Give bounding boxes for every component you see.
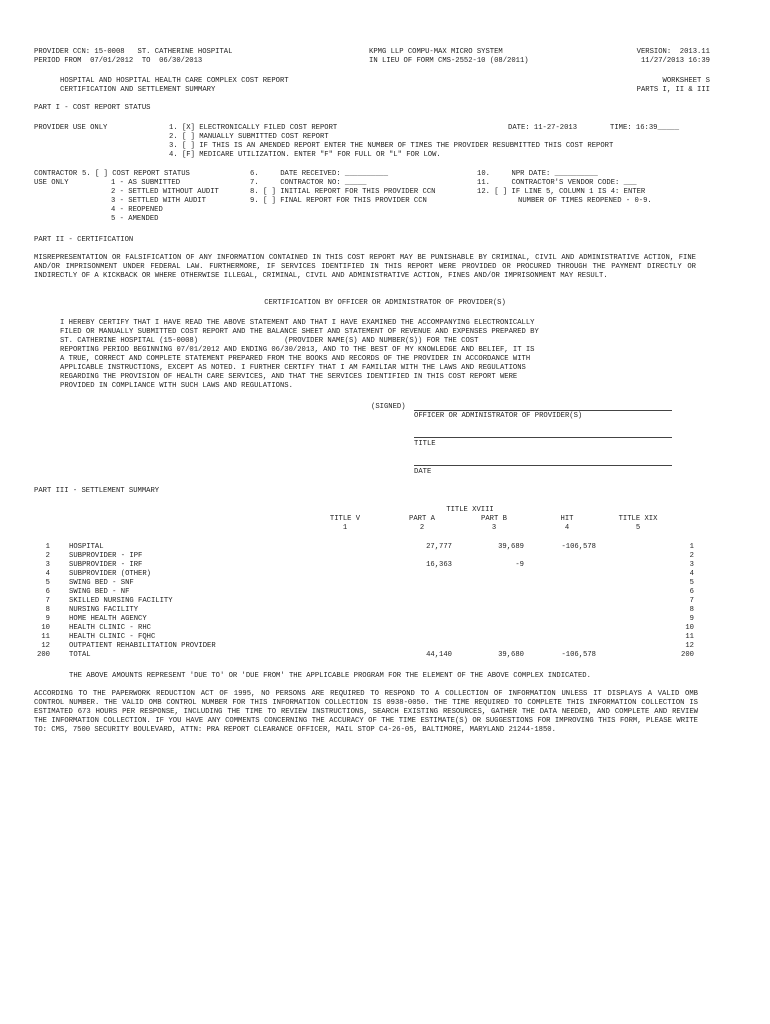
status-line4: 4. [F] MEDICARE UTILIZATION. ENTER "F" FOR FULL OR "L" FOR LOW. xyxy=(169,151,441,159)
col-num: 1 xyxy=(342,524,348,532)
row-part-a: 16,363 xyxy=(426,561,452,569)
row-line-number: 5 xyxy=(45,579,50,587)
provider-use-only: PROVIDER USE ONLY xyxy=(34,124,108,132)
report-title: HOSPITAL AND HOSPITAL HEALTH CARE COMPLEX COST REPORT xyxy=(60,77,289,85)
row-label: TOTAL xyxy=(69,651,91,659)
row-line-number: 8 xyxy=(45,606,50,614)
status-option5: 5 - AMENDED xyxy=(111,215,159,223)
row-line-number-right: 2 xyxy=(689,552,694,560)
contractor-item9: 9. [ ] FINAL REPORT FOR THIS PROVIDER CCN xyxy=(250,197,427,205)
title-xviii-header: TITLE XVIII xyxy=(446,506,494,514)
contractor-item12b: NUMBER OF TIMES REOPENED - 0-9. xyxy=(518,197,652,205)
status-option4: 4 - REOPENED xyxy=(111,206,163,214)
cert-line: APPLICABLE INSTRUCTIONS, EXCEPT AS NOTED. I FURTHER CERTIFY THAT I AM FAMILIAR WITH THE LAWS AND REGULATIONS xyxy=(60,364,526,372)
cert-line: REGARDING THE PROVISION OF HEALTH CARE SERVICES, AND THAT THE SERVICES IDENTIFIED IN THIS COST REPORT WERE xyxy=(60,373,518,381)
contractor-item6: 6. DATE RECEIVED: __________ xyxy=(250,170,389,178)
row-line-number-right: 12 xyxy=(685,642,694,650)
row-line-number-right: 9 xyxy=(689,615,694,623)
row-line-number: 4 xyxy=(45,570,50,578)
col-num: 5 xyxy=(635,524,641,532)
row-line-number-right: 200 xyxy=(681,651,694,659)
date-line xyxy=(414,465,672,466)
row-line-number-right: 1 xyxy=(689,543,694,551)
signature-line xyxy=(414,410,672,411)
status-line2: 2. [ ] MANUALLY SUBMITTED COST REPORT xyxy=(169,133,329,141)
row-line-number: 12 xyxy=(41,642,50,650)
worksheet-label: WORKSHEET S xyxy=(662,77,710,85)
row-line-number: 10 xyxy=(41,624,50,632)
form-number: IN LIEU OF FORM CMS-2552-10 (08/2011) xyxy=(369,57,529,65)
amounts-note: THE ABOVE AMOUNTS REPRESENT 'DUE TO' OR 'DUE FROM' THE APPLICABLE PROGRAM FOR THE ELEMENT OF THE ABOVE COMPLEX INDICATED. xyxy=(69,672,591,680)
worksheet-parts: PARTS I, II & III xyxy=(636,86,710,94)
status-line3: 3. [ ] IF THIS IS AN AMENDED REPORT ENTER THE NUMBER OF TIMES THE PROVIDER RESUBMITTED THIS COST REPORT xyxy=(169,142,614,150)
col-title-xix: TITLE XIX xyxy=(618,515,658,523)
row-line-number-right: 3 xyxy=(689,561,694,569)
col-num: 2 xyxy=(419,524,425,532)
provider-ccn: PROVIDER CCN: 15-0008 ST. CATHERINE HOSPITAL xyxy=(34,48,233,56)
row-label: HEALTH CLINIC - RHC xyxy=(69,624,151,632)
reporting-period: PERIOD FROM 07/01/2012 TO 06/30/2013 xyxy=(34,57,203,65)
contractor-item11: 11. CONTRACTOR'S VENDOR CODE: ___ xyxy=(477,179,637,187)
row-part-a: 27,777 xyxy=(426,543,452,551)
row-hit: -106,578 xyxy=(561,543,596,551)
use-only-label: USE ONLY xyxy=(34,179,69,187)
row-line-number-right: 5 xyxy=(689,579,694,587)
contractor-item7: 7. CONTRACTOR NO: _____ xyxy=(250,179,367,187)
status-time: TIME: 16:39_____ xyxy=(610,124,680,132)
row-line-number: 200 xyxy=(37,651,50,659)
date-label: DATE xyxy=(414,468,432,476)
row-line-number: 11 xyxy=(41,633,50,641)
row-line-number: 6 xyxy=(45,588,50,596)
contractor-item5: 5. [ ] COST REPORT STATUS xyxy=(82,170,190,178)
row-label: HOME HEALTH AGENCY xyxy=(69,615,147,623)
row-line-number: 9 xyxy=(45,615,50,623)
row-line-number: 3 xyxy=(45,561,50,569)
report-datetime: 11/27/2013 16:39 xyxy=(640,57,710,65)
contractor-label: CONTRACTOR xyxy=(34,170,78,178)
status-line1: 1. [X] ELECTRONICALLY FILED COST REPORT xyxy=(169,124,338,132)
row-part-b: -9 xyxy=(515,561,524,569)
row-line-number-right: 4 xyxy=(689,570,694,578)
cert-line: FILED OR MANUALLY SUBMITTED COST REPORT AND THE BALANCE SHEET AND STATEMENT OF REVENUE AND EXPENSES PREPARED BY xyxy=(60,328,539,336)
status-option3: 3 - SETTLED WITH AUDIT xyxy=(111,197,206,205)
row-label: SUBPROVIDER (OTHER) xyxy=(69,570,151,578)
cert-line: REPORTING PERIOD BEGINNING 07/01/2012 AND ENDING 06/30/2013, AND TO THE BEST OF MY KNOWLEDGE AND BELIEF, IT IS xyxy=(60,346,535,354)
row-label: SWING BED - SNF xyxy=(69,579,134,587)
row-line-number-right: 8 xyxy=(689,606,694,614)
row-label: HOSPITAL xyxy=(69,543,104,551)
row-part-b: 39,689 xyxy=(498,543,524,551)
row-line-number-right: 11 xyxy=(685,633,694,641)
col-num: 3 xyxy=(491,524,497,532)
status-date: DATE: 11-27-2013 xyxy=(508,124,578,132)
part1-heading: PART I - COST REPORT STATUS xyxy=(34,104,151,112)
version: VERSION: 2013.11 xyxy=(636,48,710,56)
row-line-number: 7 xyxy=(45,597,50,605)
row-part-a: 44,140 xyxy=(426,651,452,659)
row-line-number-right: 10 xyxy=(685,624,694,632)
row-part-b: 39,680 xyxy=(498,651,524,659)
report-subtitle: CERTIFICATION AND SETTLEMENT SUMMARY xyxy=(60,86,216,94)
row-label: NURSING FACILITY xyxy=(69,606,139,614)
col-part-a: PART A xyxy=(409,515,435,523)
row-label: HEALTH CLINIC - FQHC xyxy=(69,633,156,641)
row-label: SKILLED NURSING FACILITY xyxy=(69,597,173,605)
row-line-number-right: 7 xyxy=(689,597,694,605)
status-option2: 2 - SETTLED WITHOUT AUDIT xyxy=(111,188,219,196)
officer-label: OFFICER OR ADMINISTRATOR OF PROVIDER(S) xyxy=(414,412,583,420)
contractor-item10: 10. NPR DATE: __________ xyxy=(477,170,598,178)
paperwork-reduction-notice: ACCORDING TO THE PAPERWORK REDUCTION ACT OF 1995, NO PERSONS ARE REQUIRED TO RESPOND TO A COLLECTION OF INFORMATION UNLESS IT DISPLAYS A VALID OMB CONTROL NUMBER. THE VALID OMB CONTROL NUMBER FOR THIS INFORMATION COLLECTION IS 0938-0050. THE TIME REQUIRED TO COMPLETE THIS INFORMATION COLLECTION IS ESTIMATED 673 HOURS PER RESPONSE, INCLUDING THE TIME TO REVIEW INSTRUCTIONS, SEARCH EXISTING RESOURCES, GATHER THE DATA NEEDED, AND COMPLETE AND REVIEW THE INFORMATION COLLECTION. IF YOU HAVE ANY COMMENTS CONCERNING THE ACCURACY OF THE TIME ESTIMATE(S) OR SUGGESTIONS FOR IMPROVING THIS FORM, PLEASE WRITE TO: CMS, 7500 SECURITY BOULEVARD, ATTN: PRA REPORT CLEARANCE OFFICER, MAIL STOP C4-26-05, BALTIMORE, MARYLAND 21244-1850. xyxy=(34,690,698,734)
cert-line: ST. CATHERINE HOSPITAL (15-0008) (PROVIDER NAME(S) AND NUMBER(S)) FOR THE COST xyxy=(60,337,479,345)
row-label: SUBPROVIDER - IRF xyxy=(69,561,143,569)
cert-line: I HEREBY CERTIFY THAT I HAVE READ THE ABOVE STATEMENT AND THAT I HAVE EXAMINED THE ACCOMPANYING ELECTRONICALLY xyxy=(60,319,535,327)
system-name: KPMG LLP COMPU-MAX MICRO SYSTEM xyxy=(369,48,503,56)
part3-heading: PART III - SETTLEMENT SUMMARY xyxy=(34,487,160,495)
col-title-v: TITLE V xyxy=(329,515,361,523)
part2-heading: PART II - CERTIFICATION xyxy=(34,236,134,244)
title-line xyxy=(414,437,672,438)
row-label: OUTPATIENT REHABILITATION PROVIDER xyxy=(69,642,216,650)
col-num: 4 xyxy=(564,524,570,532)
cert-line: A TRUE, CORRECT AND COMPLETE STATEMENT PREPARED FROM THE BOOKS AND RECORDS OF THE PROVIDER IN ACCORDANCE WITH xyxy=(60,355,531,363)
row-line-number-right: 6 xyxy=(689,588,694,596)
row-line-number: 2 xyxy=(45,552,50,560)
row-line-number: 1 xyxy=(45,543,50,551)
contractor-item12: 12. [ ] IF LINE 5, COLUMN 1 IS 4: ENTER xyxy=(477,188,646,196)
cert-line: PROVIDED IN COMPLIANCE WITH SUCH LAWS AND REGULATIONS. xyxy=(60,382,293,390)
col-part-b: PART B xyxy=(481,515,507,523)
status-option1: 1 - AS SUBMITTED xyxy=(111,179,181,187)
certification-heading: CERTIFICATION BY OFFICER OR ADMINISTRATOR OF PROVIDER(S) xyxy=(264,299,506,307)
row-hit: -106,578 xyxy=(561,651,596,659)
row-label: SUBPROVIDER - IPF xyxy=(69,552,143,560)
signed-label: (SIGNED) xyxy=(371,403,406,411)
misrepresentation-warning: MISREPRESENTATION OR FALSIFICATION OF ANY INFORMATION CONTAINED IN THIS COST REPORT MAY BE PUNISHABLE BY CRIMINAL, CIVIL AND ADMINISTRATIVE ACTION, FINE AND/OR IMPRISONMENT UNDER FEDERAL LAW. FURTHERMORE, IF SERVICES IDENTIFIED IN THIS REPORT WERE PROVIDED OR PROCURED THROUGH THE PAYMENT DIRECTLY OR INDIRECTLY OF A KICKBACK OR WHERE OTHERWISE ILLEGAL, CRIMINAL, CIVIL AND ADMINISTRATIVE ACTION, FINES AND/OR IMPRISONMENT MAY RESULT. xyxy=(34,254,696,280)
col-hit: HIT xyxy=(560,515,574,523)
title-label: TITLE xyxy=(414,440,436,448)
row-label: SWING BED - NF xyxy=(69,588,130,596)
contractor-item8: 8. [ ] INITIAL REPORT FOR THIS PROVIDER CCN xyxy=(250,188,436,196)
